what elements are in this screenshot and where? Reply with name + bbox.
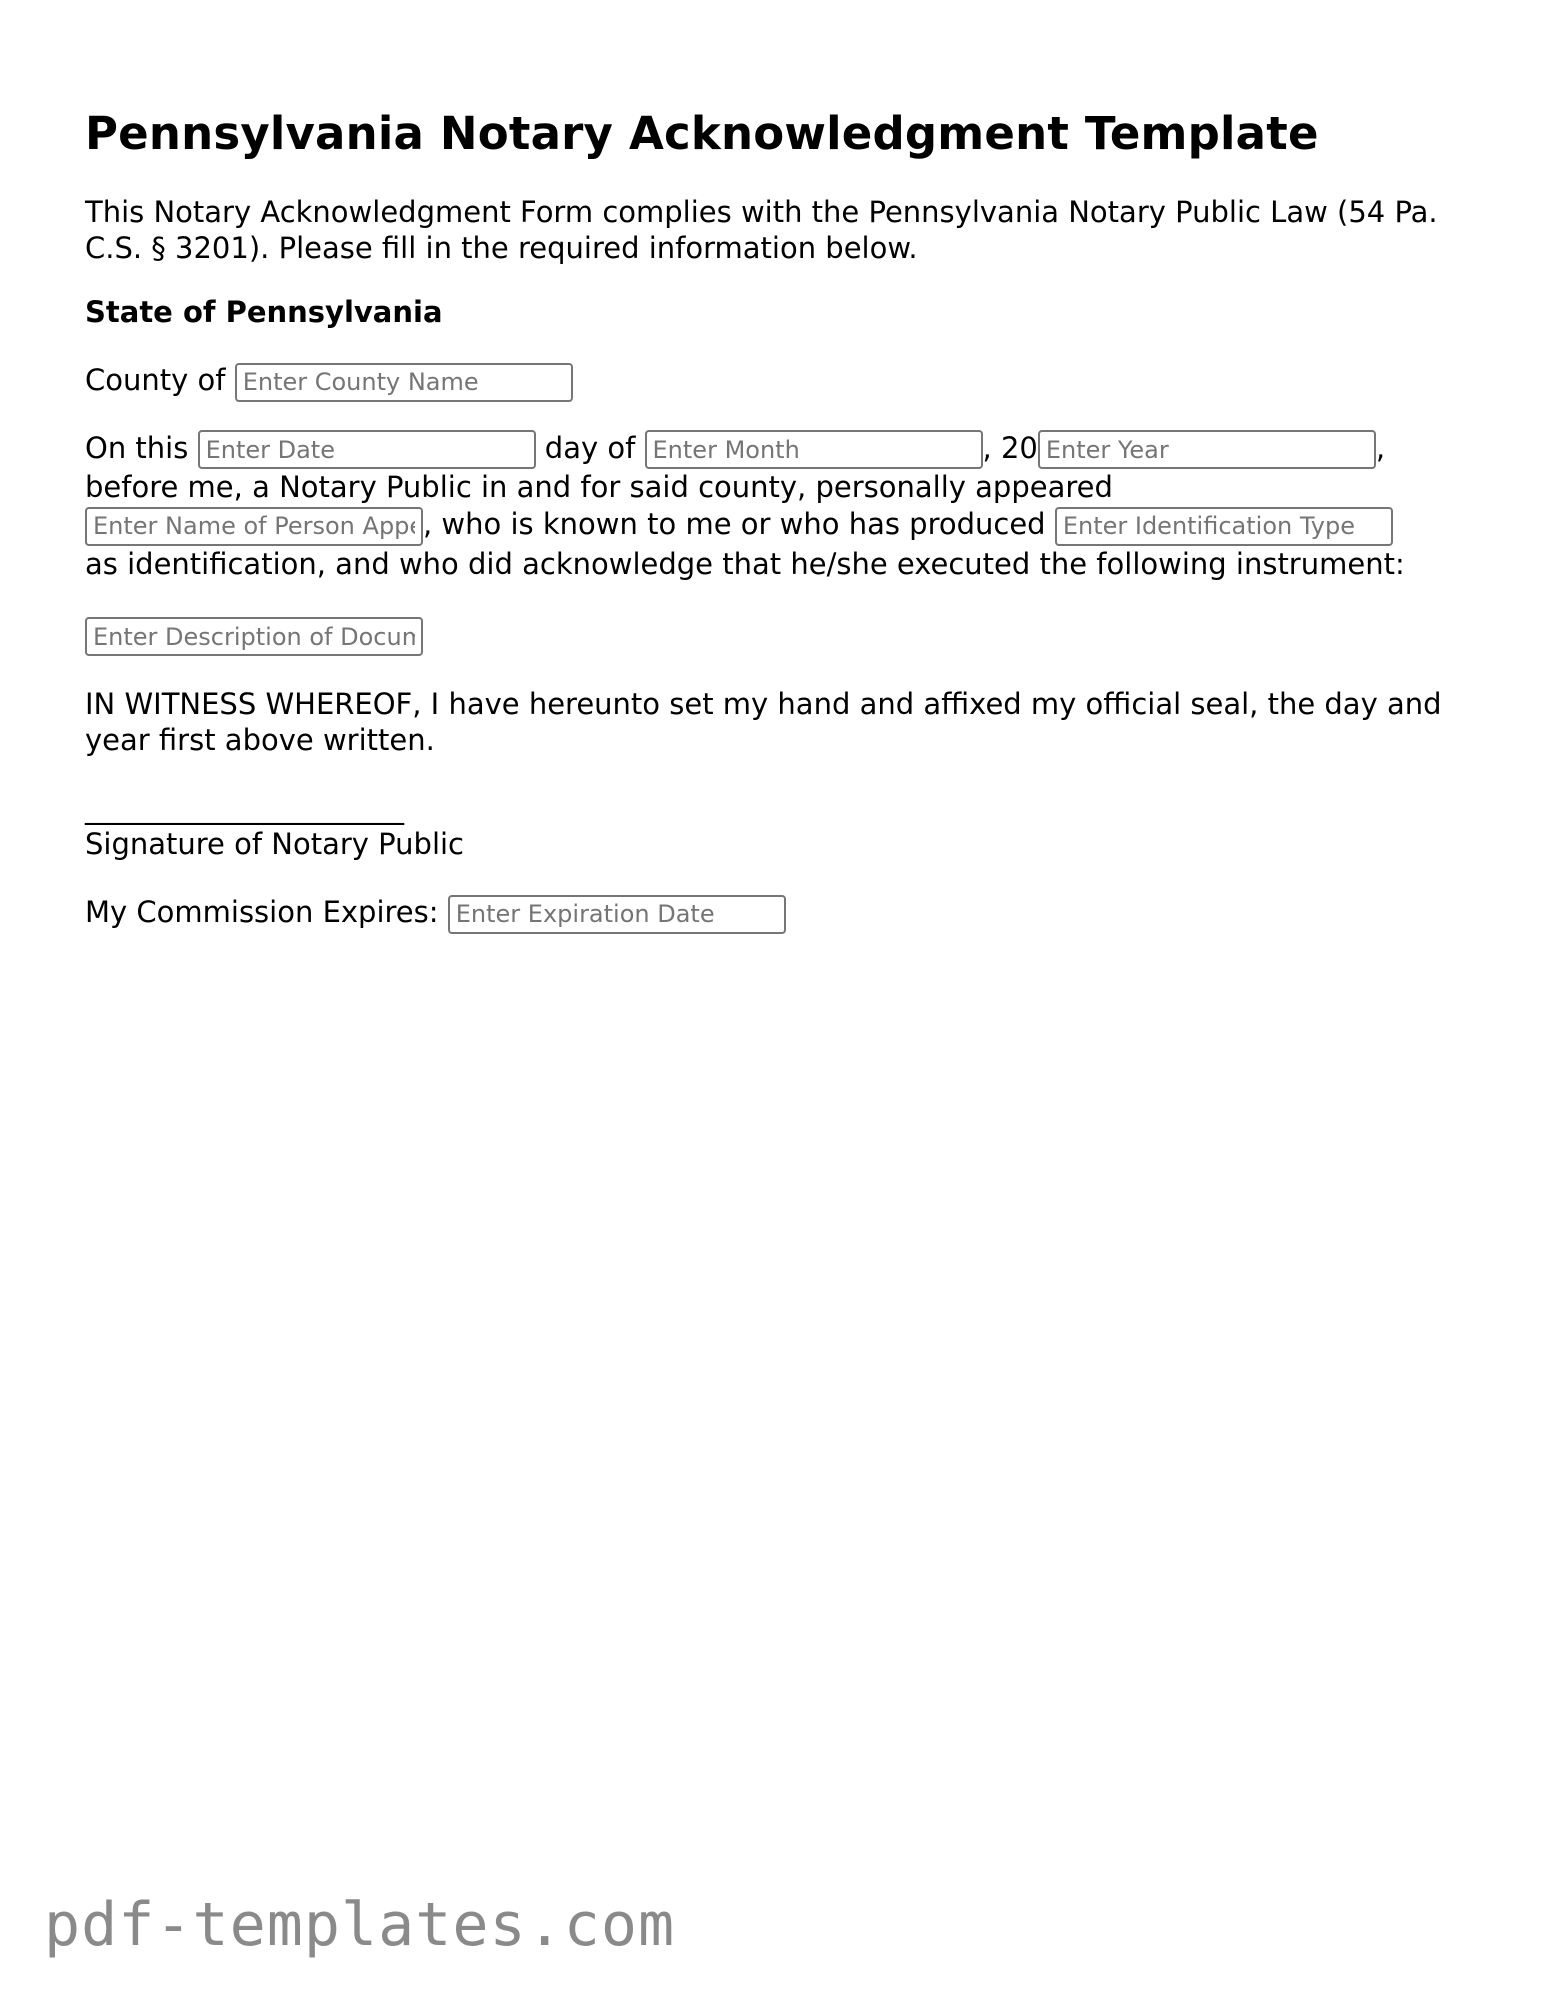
intro-paragraph: This Notary Acknowledgment Form complies with the Pennsylvania Notary Public Law (54 Pa. C.S. § 3201). Please fill in the required information below. (85, 195, 1438, 265)
on-this-text: On this (85, 430, 189, 465)
watermark: pdf-templates.com (44, 1890, 676, 1960)
day-of-text: day of (544, 430, 636, 465)
signature-label: Signature of Notary Public (85, 827, 464, 861)
person-name-input[interactable] (85, 507, 423, 546)
document-description-input[interactable] (85, 617, 423, 656)
document-line (85, 615, 1465, 657)
known-to-me-text: , who is known to me or who has produced (423, 507, 1046, 541)
before-me-text: before me, a Notary Public in and for said county, personally appeared (85, 470, 1113, 504)
year-prefix-text: , 20 (982, 430, 1038, 465)
commission-expiration-input[interactable] (448, 895, 786, 934)
signature-block (85, 790, 1465, 862)
county-label: County of (85, 363, 226, 397)
year-input[interactable] (1038, 430, 1376, 469)
page-title: Pennsylvania Notary Acknowledgment Template (85, 107, 1319, 160)
month-input[interactable] (645, 430, 983, 469)
signature-line: ______________________ (85, 791, 404, 825)
date-input[interactable] (198, 430, 536, 469)
witness-paragraph: IN WITNESS WHEREOF, I have hereunto set my hand and affixed my official seal, the day and year first above written. (85, 687, 1442, 757)
acknowledgment-paragraph (85, 430, 1465, 583)
notary-form (85, 104, 1465, 934)
state-heading: State of Pennsylvania (85, 295, 443, 329)
comma-text: , (1375, 430, 1386, 465)
commission-line (85, 892, 1465, 934)
commission-label: My Commission Expires: (85, 895, 439, 929)
acknowledge-text: as identification, and who did acknowledge that he/she executed the following instrument: (85, 546, 1405, 581)
identification-type-input[interactable] (1055, 507, 1393, 546)
county-input[interactable] (235, 363, 573, 402)
county-line (85, 360, 1465, 402)
